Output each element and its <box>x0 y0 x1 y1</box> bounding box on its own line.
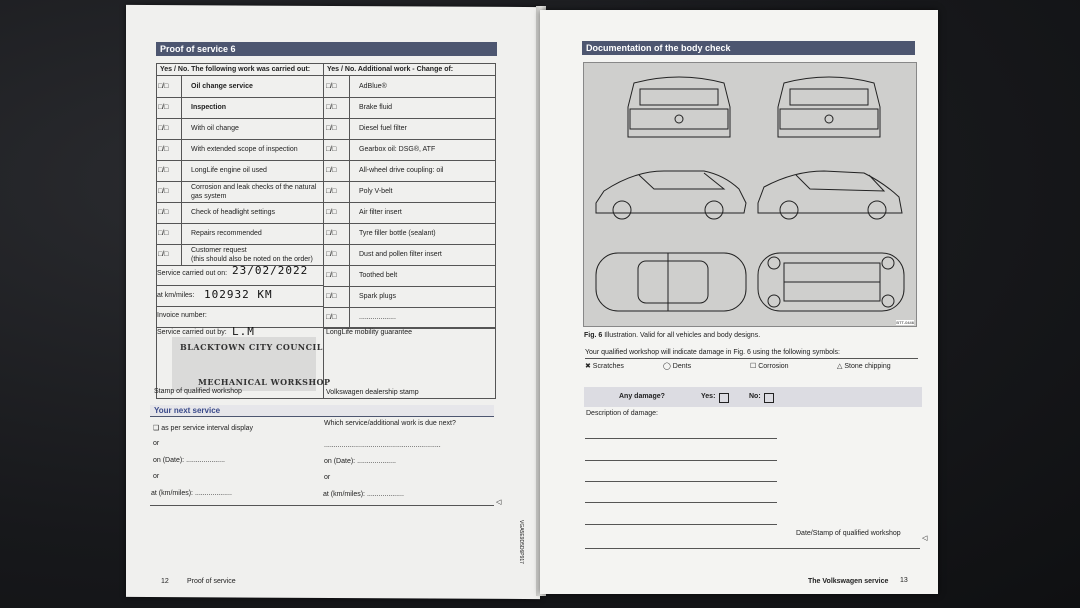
yesno-left-5[interactable]: □/□ <box>158 188 169 195</box>
on-date-right: on (Date): .................... <box>324 458 396 465</box>
car-diagram-figure <box>583 62 917 327</box>
yes-label: Yes: <box>701 393 716 400</box>
symbols-intro: Your qualified workshop will indicate damage in Fig. 6 using the following symbols: <box>585 349 840 356</box>
yesno-left-4[interactable]: □/□ <box>158 167 169 174</box>
stamp-line2: MECHANICAL WORKSHOP <box>198 377 331 387</box>
service-row-6: Check of headlight settings <box>191 209 276 216</box>
yesno-left-1[interactable]: □/□ <box>158 104 169 111</box>
col2-header: Yes / No. Additional work - Change of: <box>327 66 454 73</box>
right-page-number: 13 <box>900 577 908 584</box>
symbol-corrosion: ☐ Corrosion <box>750 363 789 370</box>
additional-row-7: Tyre filler bottle (sealant) <box>359 230 436 237</box>
yesno-left-3[interactable]: □/□ <box>158 146 169 153</box>
service-row-5: Corrosion and leak checks of the natural <box>191 184 317 191</box>
km-handwritten: 102932 KM <box>204 288 273 301</box>
service-row-2: With oil change <box>191 125 239 132</box>
desc-line-1[interactable] <box>585 438 777 439</box>
yesno-right-10[interactable]: □/□ <box>326 293 337 300</box>
additional-row-4: All-wheel drive coupling: oil <box>359 167 444 174</box>
which-service-label: Which service/additional work is due next? <box>324 420 456 427</box>
service-row-7: Repairs recommended <box>191 230 262 237</box>
carried-by-handwritten: L.M <box>232 325 255 338</box>
additional-row-5: Poly V-belt <box>359 188 393 195</box>
yesno-left-2[interactable]: □/□ <box>158 125 169 132</box>
yesno-right-3[interactable]: □/□ <box>326 146 337 153</box>
corrosion-line2: gas system <box>191 193 227 200</box>
desc-line-3[interactable] <box>585 481 777 482</box>
yesno-right-1[interactable]: □/□ <box>326 104 337 111</box>
no-checkbox[interactable] <box>764 393 774 403</box>
additional-row-8: Dust and pollen filter insert <box>359 251 442 258</box>
yesno-right-7[interactable]: □/□ <box>326 230 337 237</box>
yesno-right-6[interactable]: □/□ <box>326 209 337 216</box>
at-km-left: at (km/miles): ................... <box>151 490 232 497</box>
additional-row-3: Gearbox oil: DSG®, ATF <box>359 146 436 153</box>
service-row-4: LongLife engine oil used <box>191 167 267 174</box>
car-outlines-svg <box>584 63 916 326</box>
additional-row-11: ................... <box>359 314 396 321</box>
date-stamp-label: Date/Stamp of qualified workshop <box>796 530 901 537</box>
yesno-left-8[interactable]: □/□ <box>158 251 169 258</box>
left-page-number: 12 <box>161 578 169 585</box>
next-service-header: Your next service <box>150 405 494 417</box>
or-1: or <box>153 440 160 447</box>
service-date-label: Service carried out on: <box>157 270 228 277</box>
description-label: Description of damage: <box>586 410 658 417</box>
additional-row-6: Air filter insert <box>359 209 402 216</box>
fig-code: BTT-0446 <box>896 320 914 325</box>
no-label: No: <box>749 393 761 400</box>
any-damage-label: Any damage? <box>619 393 665 400</box>
yesno-right-5[interactable]: □/□ <box>326 188 337 195</box>
service-row-0: Oil change service <box>191 83 253 90</box>
stamp-line1: BLACKTOWN CITY COUNCIL <box>180 342 323 352</box>
yes-checkbox[interactable] <box>719 393 729 403</box>
dots-line: ............................................................ <box>324 442 441 449</box>
body-check-title: Documentation of the body check <box>582 41 915 55</box>
desc-line-4[interactable] <box>585 502 777 503</box>
proof-of-service-title: Proof of service 6 <box>156 42 497 56</box>
col1-header: Yes / No. The following work was carried out: <box>160 66 311 73</box>
yesno-right-9[interactable]: □/□ <box>326 272 337 279</box>
service-date-handwritten: 23/02/2022 <box>232 264 309 277</box>
desc-line-2[interactable] <box>585 460 777 461</box>
symbol-stone-chipping: △ Stone chipping <box>837 363 891 370</box>
additional-row-1: Brake fluid <box>359 104 393 111</box>
desc-line-5[interactable] <box>585 524 777 525</box>
yesno-right-8[interactable]: □/□ <box>326 251 337 258</box>
additional-row-0: AdBlue® <box>359 83 387 90</box>
yesno-right-4[interactable]: □/□ <box>326 167 337 174</box>
invoice-label: Invoice number: <box>157 312 207 319</box>
additional-row-9: Toothed belt <box>359 272 398 279</box>
carried-out-by-label: Service carried out by: <box>157 329 227 336</box>
yesno-right-11[interactable]: □/□ <box>326 314 337 321</box>
customer-line2: (this should also be noted on the order) <box>191 256 313 263</box>
service-row-1: Inspection <box>191 104 227 111</box>
service-row-3: With extended scope of inspection <box>191 146 298 153</box>
km-label: at km/miles: <box>157 292 195 299</box>
left-footer-text: Proof of service <box>187 578 236 585</box>
yesno-left-0[interactable]: □/□ <box>158 83 169 90</box>
yesno-left-6[interactable]: □/□ <box>158 209 169 216</box>
vw-stamp-label: Volkswagen dealership stamp <box>326 389 419 396</box>
side-code: VGA5E9D5D6P917 <box>518 520 524 564</box>
on-date-left: on (Date): .................... <box>153 457 225 464</box>
additional-row-2: Diesel fuel filter <box>359 125 407 132</box>
yesno-right-0[interactable]: □/□ <box>326 83 337 90</box>
additional-row-10: Spark plugs <box>359 293 396 300</box>
stamp-qualified-label: Stamp of qualified workshop <box>154 388 242 395</box>
yesno-left-7[interactable]: □/□ <box>158 230 169 237</box>
symbol-dents: ◯ Dents <box>663 363 692 370</box>
yesno-right-2[interactable]: □/□ <box>326 125 337 132</box>
longlife-label: LongLife mobility guarantee <box>326 329 413 336</box>
as-per-display: ❑ as per service interval display <box>153 425 254 432</box>
fig-caption: Fig. 6 Illustration. Valid for all vehicles and body designs. <box>584 332 761 339</box>
service-row-8: Customer request <box>191 247 247 254</box>
or-3: or <box>324 474 331 481</box>
right-footer-text: The Volkswagen service <box>808 578 889 585</box>
or-2: or <box>153 473 160 480</box>
symbol-scratches: ✖ Scratches <box>585 363 624 370</box>
at-km-right: at (km/miles): ................... <box>323 491 404 498</box>
